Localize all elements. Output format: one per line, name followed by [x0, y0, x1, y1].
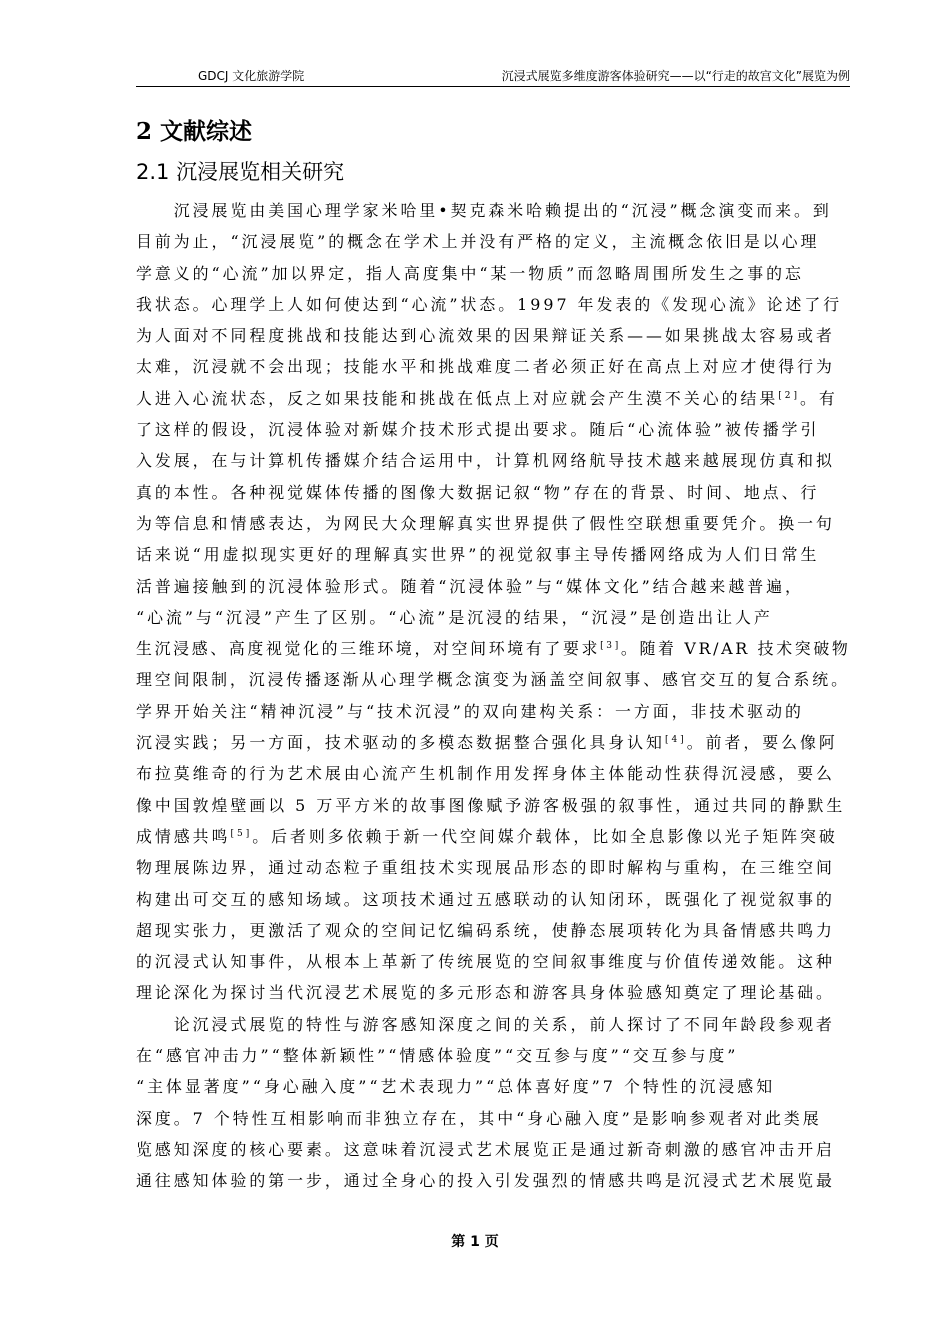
- body-line-text: 。有: [800, 388, 838, 408]
- header-left-text: GDCJ 文化旅游学院: [198, 69, 305, 83]
- header-right-text: 沉浸式展览多维度游客体验研究——以“行走的故宫文化”展览为例: [501, 69, 850, 83]
- citation-marker: [2]: [778, 390, 801, 401]
- body-line-text: 沉浸实践；另一方面，技术驱动的多模态数据整合强化具身认知: [136, 733, 665, 753]
- body-text: [136, 195, 850, 1197]
- body-line: 像中国敦煌壁画以 5 万平方米的故事图像赋予游客极强的叙事性，通过共同的静默生: [136, 795, 846, 815]
- citation-marker: [4]: [664, 735, 687, 746]
- page-number: 第 1 页: [451, 1234, 499, 1250]
- body-line: 论沉浸式展览的特性与游客感知深度之间的关系，前人探讨了不同年龄段参观者: [136, 1014, 835, 1034]
- body-line: [136, 821, 850, 852]
- body-line: [136, 633, 850, 664]
- page-header: [136, 66, 850, 87]
- body-line: 话来说“用虚拟现实更好的理解真实世界”的视觉叙事主导传播网络成为人们日常生: [136, 545, 820, 565]
- body-line-text: 。后者则多依赖于新一代空间媒介载体，比如全息影像以光子矩阵突破: [252, 826, 838, 846]
- body-line: 理论深化为探讨当代沉浸艺术展览的多元形态和游客具身体验感知奠定了理论基础。: [136, 983, 835, 1003]
- body-line: 为等信息和情感表达，为网民大众理解真实世界提供了假性空联想重要凭介。换一句: [136, 513, 835, 533]
- body-line: 太难，沉浸就不会出现；技能水平和挑战难度二者必须正好在高点上对应才使得行为: [136, 357, 835, 377]
- body-line: 学意义的“心流”加以界定，指人高度集中“某一物质”而忽略周围所发生之事的忘: [136, 263, 804, 283]
- body-line: [136, 727, 850, 758]
- body-line: 通往感知体验的第一步，通过全身心的投入引发强烈的情感共鸣是沉浸式艺术展览最: [136, 1171, 835, 1191]
- body-line: 物理展陈边界，通过动态粒子重组技术实现展品形态的即时解构与重构，在三维空间: [136, 858, 835, 878]
- citation-marker: [5]: [230, 828, 253, 839]
- body-line: 深度。7 个特性互相影响而非独立存在，其中“身心融入度”是影响参观者对此类展: [136, 1108, 822, 1128]
- body-line-text: 。前者，要么像阿: [686, 733, 838, 753]
- body-line: “主体显著度”“身心融入度”“艺术表现力”“总体喜好度”7 个特性的沉浸感知: [136, 1077, 776, 1097]
- body-line-text: 。随着 VR/AR 技术突破物: [620, 639, 851, 659]
- body-line: 了这样的假设，沉浸体验对新媒介技术形式提出要求。随后“心流体验”被传播学引: [136, 420, 820, 440]
- subsection-heading: 2.1 沉浸展览相关研究: [136, 160, 345, 184]
- body-line: 目前为止，“沉浸展览”的概念在学术上并没有严格的定义，主流概念依旧是以心理: [136, 232, 820, 252]
- body-line: 理空间限制，沉浸传播逐渐从心理学概念演变为涵盖空间叙事、感官交互的复合系统。: [136, 670, 850, 690]
- body-line: 超现实张力，更激活了观众的空间记忆编码系统，使静态展项转化为具备情感共鸣力: [136, 920, 835, 940]
- body-line: 我状态。心理学上人如何使达到“心流”状态。1997 年发表的《发现心流》论述了行: [136, 294, 843, 314]
- body-line: [136, 383, 850, 414]
- section-heading: 2 文献综述: [136, 118, 253, 145]
- body-line: 构建出可交互的感知场域。这项技术通过五感联动的认知闭环，既强化了视觉叙事的: [136, 889, 835, 909]
- body-line: 布拉莫维奇的行为艺术展由心流产生机制作用发挥身体主体能动性获得沉浸感，要么: [136, 764, 835, 784]
- body-line: 的沉浸式认知事件，从根本上革新了传统展览的空间叙事维度与价值传递效能。这种: [136, 952, 835, 972]
- body-line: 学界开始关注“精神沉浸”与“技术沉浸”的双向建构关系：一方面，非技术驱动的: [136, 701, 804, 721]
- body-line-text: 人进入心流状态，反之如果技能和挑战在低点上对应就会产生漠不关心的结果: [136, 388, 779, 408]
- body-line: 览感知深度的核心要素。这意味着沉浸式艺术展览正是通过新奇刺激的感官冲击开启: [136, 1139, 835, 1159]
- body-line: 入发展，在与计算机传播媒介结合运用中，计算机网络航导技术越来越展现仿真和拟: [136, 451, 835, 471]
- body-line: “心流”与“沉浸”产生了区别。“心流”是沉浸的结果，“沉浸”是创造出让人产: [136, 607, 773, 627]
- body-line: 真的本性。各种视觉媒体传播的图像大数据记叙“物”存在的背景、时间、地点、行: [136, 482, 820, 502]
- body-line-text: 生沉浸感、高度视觉化的三维环境，对空间环境有了要求: [136, 639, 601, 659]
- body-line: 沉浸展览由美国心理学家米哈里•契克森米哈赖提出的“沉浸”概念演变而来。到: [136, 201, 832, 220]
- body-line: 为人面对不同程度挑战和技能达到心流效果的因果辩证关系——如果挑战太容易或者: [136, 326, 835, 346]
- body-line-text: 成情感共鸣: [136, 826, 231, 846]
- body-line: 在“感官冲击力”“整体新颖性”“情感体验度”“交互参与度”“交互参与度”: [136, 1046, 739, 1066]
- body-line: 活普遍接触到的沉浸体验形式。随着“沉浸体验”与“媒体文化”结合越来越普遍，: [136, 576, 804, 596]
- citation-marker: [3]: [600, 641, 621, 652]
